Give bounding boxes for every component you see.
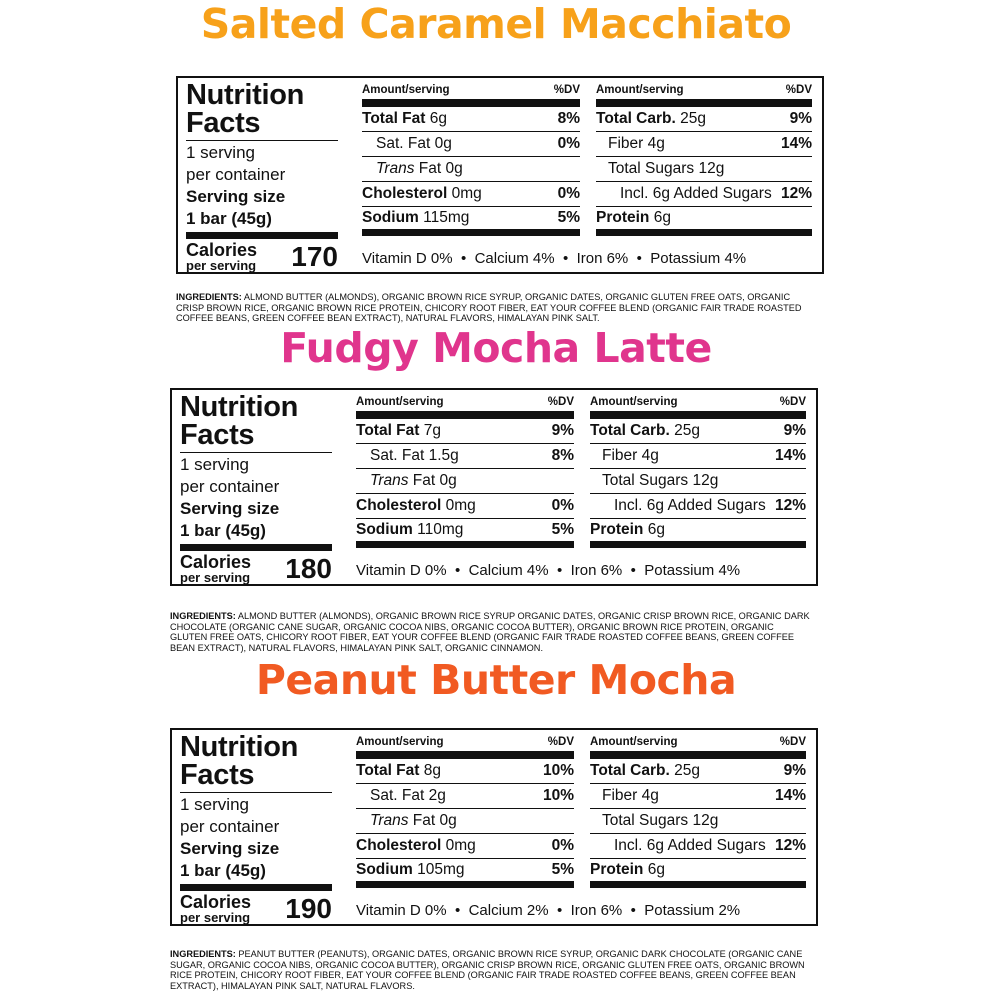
total-fat-row <box>356 419 574 444</box>
fiber-amount: 4g <box>641 447 659 464</box>
iron-label: Iron <box>570 902 597 919</box>
added-sugars-amount: 6g <box>652 185 670 202</box>
servings-line-2: per container <box>186 165 286 184</box>
dv-label: %DV <box>547 736 574 748</box>
serving-info <box>180 393 332 584</box>
incl-label: Incl. <box>614 497 643 514</box>
vitamin-d-dv: 0% <box>430 250 453 267</box>
total-carb-dv: 9% <box>783 762 806 779</box>
iron-dv: 6% <box>600 562 623 579</box>
total-carb-row <box>596 107 812 132</box>
added-sugars-row <box>596 182 812 207</box>
iron-label: Iron <box>570 562 597 579</box>
separator-bullet: • <box>556 902 563 919</box>
potassium-label: Potassium <box>644 902 715 919</box>
ingredients-text <box>176 292 816 324</box>
sodium-amount: 110mg <box>417 521 464 538</box>
servings-line-1: 1 serving <box>186 143 255 162</box>
dv-label: %DV <box>785 84 812 96</box>
ingredients-list: PEANUT BUTTER (PEANUTS), ORGANIC DATES, ORGANIC BROWN RICE SYRUP, ORGANIC DARK CHOCOLATE (ORGANIC CANE SUGAR, ORGANIC COCOA NIBS, ORGANIC COCOA BUTTER), ORGANIC CRISP BROWN RICE, ORGANIC GLUTEN FREE OATS, ORGANIC BROWN RICE PROTEIN, CHICORY ROOT FIBER, EAT YOUR COFFEE BLEND (ORGANIC FAIR TRADE ROASTED COFFEE BEANS, GREEN COFFEE BEAN EXTRACT), HIMALAYAN PINK SALT, NATURAL FLAVORS. <box>170 949 805 991</box>
nutrients-column-right <box>596 82 812 236</box>
dv-label: %DV <box>779 396 806 408</box>
total-fat-amount: 7g <box>423 422 441 439</box>
vitamin-d-dv: 0% <box>424 562 447 579</box>
cholesterol-label: Cholesterol <box>356 837 442 854</box>
calcium-dv: 4% <box>526 562 549 579</box>
vitamins-minerals-line <box>356 560 806 582</box>
cholesterol-amount: 0mg <box>445 497 476 514</box>
amount-serving-label: Amount/serving <box>356 396 444 408</box>
potassium-dv: 4% <box>724 250 747 267</box>
sodium-dv: 5% <box>557 209 580 226</box>
nutrients-column-left <box>356 734 574 888</box>
serving-size-label: Serving size <box>180 499 280 518</box>
product-title: Salted Caramel Macchiato <box>200 0 792 48</box>
vitamin-d-label: Vitamin D <box>356 562 421 579</box>
total-carb-dv: 9% <box>789 110 812 127</box>
calcium-label: Calcium <box>474 250 529 267</box>
added-sugars-label: Added Sugars <box>667 497 766 514</box>
trans-fat-row <box>356 469 574 494</box>
separator-bullet: • <box>460 250 467 267</box>
protein-amount: 6g <box>647 521 665 538</box>
cholesterol-label: Cholesterol <box>356 497 442 514</box>
total-sugars-amount: 12g <box>698 160 725 177</box>
separator-bullet: • <box>454 562 461 579</box>
amount-serving-label: Amount/serving <box>590 736 678 748</box>
total-carb-row <box>590 419 806 444</box>
calcium-label: Calcium <box>468 562 523 579</box>
sodium-dv: 5% <box>551 521 574 538</box>
potassium-dv: 4% <box>718 562 741 579</box>
protein-label: Protein <box>590 521 644 538</box>
servings-line-1: 1 serving <box>180 455 249 474</box>
total-fat-row <box>356 759 574 784</box>
fiber-dv: 14% <box>774 787 806 804</box>
sodium-amount: 105mg <box>417 861 465 878</box>
column-header <box>590 734 806 759</box>
total-sugars-label: Total Sugars <box>608 160 695 177</box>
added-sugars-row <box>590 494 806 519</box>
calcium-dv: 2% <box>526 902 549 919</box>
calories-value: 170 <box>291 241 338 272</box>
dv-label: %DV <box>553 84 580 96</box>
serving-size <box>186 186 338 230</box>
trans-fat-amount: 0g <box>439 812 457 829</box>
servings-line-2: per container <box>180 817 280 836</box>
vitamins-minerals-line <box>362 248 812 270</box>
facts-word: Facts <box>180 419 255 451</box>
trans-label: Trans <box>370 472 409 489</box>
fiber-label: Fiber <box>602 787 638 804</box>
added-sugars-amount: 6g <box>646 497 664 514</box>
serving-info <box>186 81 338 272</box>
nutrition-facts-panel <box>170 388 818 586</box>
separator-bullet: • <box>562 250 569 267</box>
total-sugars-row <box>590 809 806 834</box>
dv-label: %DV <box>779 736 806 748</box>
product-title: Fudgy Mocha Latte <box>280 324 712 372</box>
serving-size <box>180 838 332 882</box>
fiber-dv: 14% <box>780 135 812 152</box>
trans-fat-row <box>362 157 580 182</box>
total-sugars-row <box>596 157 812 182</box>
ingredients-list: ALMOND BUTTER (ALMONDS), ORGANIC BROWN RICE SYRUP, ORGANIC DATES, ORGANIC GLUTEN FREE OATS, ORGANIC CRISP BROWN RICE, ORGANIC BROWN RICE PROTEIN, CHICORY ROOT FIBER, EAT YOUR COFFEE BLEND (ORGANIC FAIR TRADE ROASTED COFFEE BEANS, GREEN COFFEE BEAN EXTRACT), NATURAL FLAVORS, HIMALAYAN PINK SALT. <box>176 292 802 323</box>
calories-row <box>180 884 332 924</box>
nutrition-facts-heading <box>180 733 332 793</box>
total-fat-label: Total Fat <box>356 762 420 779</box>
potassium-label: Potassium <box>644 562 715 579</box>
separator-bullet: • <box>454 902 461 919</box>
serving-size <box>180 498 332 542</box>
serving-size-value: 1 bar (45g) <box>180 861 266 880</box>
amount-serving-label: Amount/serving <box>590 396 678 408</box>
fiber-row <box>590 784 806 809</box>
facts-word: Facts <box>186 107 261 139</box>
nutrition-facts-heading <box>186 81 338 141</box>
sodium-label: Sodium <box>362 209 419 226</box>
protein-amount: 6g <box>647 861 665 878</box>
nutrition-word: Nutrition <box>186 79 305 111</box>
per-serving-label: per serving <box>180 910 251 925</box>
cholesterol-row <box>356 494 574 519</box>
trans-fat-amount: 0g <box>439 472 457 489</box>
added-sugars-amount: 6g <box>646 837 664 854</box>
potassium-dv: 2% <box>718 902 741 919</box>
calories-label <box>180 554 251 584</box>
total-carb-amount: 25g <box>680 110 706 127</box>
servings-line-1: 1 serving <box>180 795 249 814</box>
facts-word: Facts <box>180 759 255 791</box>
trans-fat-amount: 0g <box>445 160 463 177</box>
iron-label: Iron <box>576 250 603 267</box>
total-carb-label: Total Carb. <box>596 110 676 127</box>
incl-label: Incl. <box>614 837 643 854</box>
fiber-row <box>590 444 806 469</box>
ingredients-list: ALMOND BUTTER (ALMONDS), ORGANIC BROWN RICE SYRUP ORGANIC DATES, ORGANIC CRISP BROWN RICE, ORGANIC DARK CHOCOLATE (ORGANIC CANE SUGAR, ORGANIC COCOA NIBS, ORGANIC COCOA BUTTER), ORGANIC BROWN RICE PROTEIN, ORGANIC GLUTEN FREE OATS, CHICORY ROOT FIBER, EAT YOUR COFFEE BLEND (ORGANIC FAIR TRADE ROASTED COFFEE BEANS, GREEN COFFEE BEAN EXTRACT), NATURAL FLAVORS, HIMALAYAN PINK SALT, ORGANIC CINNAMON. <box>170 611 810 653</box>
cholesterol-amount: 0mg <box>451 185 482 202</box>
separator-bullet: • <box>556 562 563 579</box>
sodium-row <box>362 207 580 236</box>
servings-per-container <box>186 142 338 186</box>
total-sugars-amount: 12g <box>692 472 719 489</box>
nutrition-word: Nutrition <box>180 391 299 423</box>
total-fat-label: Total Fat <box>362 110 426 127</box>
protein-row <box>596 207 812 236</box>
total-fat-row <box>362 107 580 132</box>
sat-fat-row <box>356 784 574 809</box>
nutrition-facts-heading <box>180 393 332 453</box>
sat-fat-label: Sat. Fat <box>370 447 425 464</box>
ingredients-text <box>170 611 810 653</box>
total-fat-amount: 8g <box>423 762 441 779</box>
per-serving-label: per serving <box>180 570 251 585</box>
cholesterol-row <box>356 834 574 859</box>
total-carb-label: Total Carb. <box>590 762 670 779</box>
added-sugars-label: Added Sugars <box>673 185 772 202</box>
servings-per-container <box>180 794 332 838</box>
fiber-label: Fiber <box>602 447 638 464</box>
sat-fat-row <box>356 444 574 469</box>
nutrition-facts-panel <box>176 76 824 274</box>
sodium-amount: 115mg <box>423 209 470 226</box>
calories-word: Calories <box>180 892 252 912</box>
sat-fat-amount: 2g <box>428 787 446 804</box>
sodium-label: Sodium <box>356 861 413 878</box>
sat-fat-dv: 0% <box>557 135 580 152</box>
iron-dv: 6% <box>606 250 629 267</box>
fiber-dv: 14% <box>774 447 806 464</box>
amount-serving-label: Amount/serving <box>362 84 450 96</box>
ingredients-text <box>170 949 810 991</box>
column-header <box>356 394 574 419</box>
per-serving-label: per serving <box>186 258 257 273</box>
calories-word: Calories <box>180 552 252 572</box>
calories-value: 180 <box>285 553 332 584</box>
separator-bullet: • <box>630 902 636 919</box>
total-fat-label: Total Fat <box>356 422 420 439</box>
protein-amount: 6g <box>653 209 671 226</box>
trans-fat-row <box>356 809 574 834</box>
nutrients-column-right <box>590 734 806 888</box>
protein-label: Protein <box>590 861 644 878</box>
added-sugars-dv: 12% <box>780 185 812 202</box>
vitamins-minerals-line <box>356 900 806 922</box>
cholesterol-amount: 0mg <box>445 837 476 854</box>
sat-fat-dv: 8% <box>551 447 574 464</box>
calories-label <box>180 894 251 924</box>
total-sugars-row <box>590 469 806 494</box>
total-sugars-amount: 12g <box>692 812 719 829</box>
column-header <box>362 82 580 107</box>
cholesterol-dv: 0% <box>557 185 580 202</box>
calcium-label: Calcium <box>468 902 523 919</box>
fiber-amount: 4g <box>641 787 659 804</box>
cholesterol-label: Cholesterol <box>362 185 448 202</box>
sodium-row <box>356 859 574 888</box>
product-title: Peanut Butter Mocha <box>255 656 737 704</box>
incl-label: Incl. <box>620 185 649 202</box>
added-sugars-dv: 12% <box>774 497 806 514</box>
nutrients-column-right <box>590 394 806 548</box>
nutrients-column-left <box>356 394 574 548</box>
total-sugars-label: Total Sugars <box>602 812 689 829</box>
nutrition-word: Nutrition <box>180 731 299 763</box>
cholesterol-row <box>362 182 580 207</box>
total-fat-dv: 8% <box>557 110 580 127</box>
sat-fat-dv: 10% <box>542 787 574 804</box>
protein-row <box>590 859 806 888</box>
vitamin-d-label: Vitamin D <box>362 250 427 267</box>
added-sugars-label: Added Sugars <box>667 837 766 854</box>
sodium-row <box>356 519 574 548</box>
column-header <box>596 82 812 107</box>
column-header <box>590 394 806 419</box>
calories-row <box>180 544 332 584</box>
ingredients-label: INGREDIENTS: <box>170 611 236 621</box>
serving-size-label: Serving size <box>180 839 280 858</box>
sat-fat-label: Sat. Fat <box>376 135 431 152</box>
trans-label: Trans <box>376 160 415 177</box>
vitamin-d-label: Vitamin D <box>356 902 421 919</box>
fat-label: Fat <box>418 160 442 177</box>
total-carb-amount: 25g <box>674 422 700 439</box>
column-header <box>356 734 574 759</box>
trans-label: Trans <box>370 812 409 829</box>
sat-fat-amount: 1.5g <box>428 447 459 464</box>
amount-serving-label: Amount/serving <box>356 736 444 748</box>
amount-serving-label: Amount/serving <box>596 84 684 96</box>
sat-fat-label: Sat. Fat <box>370 787 425 804</box>
fiber-amount: 4g <box>647 135 665 152</box>
separator-bullet: • <box>630 562 636 579</box>
servings-per-container <box>180 454 332 498</box>
serving-info <box>180 733 332 924</box>
iron-dv: 6% <box>600 902 623 919</box>
sat-fat-row <box>362 132 580 157</box>
cholesterol-dv: 0% <box>551 837 574 854</box>
total-carb-row <box>590 759 806 784</box>
total-fat-dv: 9% <box>551 422 574 439</box>
serving-size-label: Serving size <box>186 187 286 206</box>
sat-fat-amount: 0g <box>434 135 452 152</box>
ingredients-label: INGREDIENTS: <box>176 292 242 302</box>
potassium-label: Potassium <box>650 250 721 267</box>
protein-label: Protein <box>596 209 650 226</box>
separator-bullet: • <box>636 250 642 267</box>
sodium-dv: 5% <box>551 861 574 878</box>
fiber-row <box>596 132 812 157</box>
nutrition-facts-panel <box>170 728 818 926</box>
fat-label: Fat <box>412 472 436 489</box>
fat-label: Fat <box>412 812 436 829</box>
nutrients-column-left <box>362 82 580 236</box>
serving-size-value: 1 bar (45g) <box>186 209 272 228</box>
fiber-label: Fiber <box>608 135 644 152</box>
calories-value: 190 <box>285 893 332 924</box>
added-sugars-row <box>590 834 806 859</box>
calcium-dv: 4% <box>532 250 555 267</box>
total-carb-dv: 9% <box>783 422 806 439</box>
sodium-label: Sodium <box>356 521 413 538</box>
servings-line-2: per container <box>180 477 280 496</box>
calories-row <box>186 232 338 272</box>
ingredients-label: INGREDIENTS: <box>170 949 236 959</box>
vitamin-d-dv: 0% <box>424 902 447 919</box>
dv-label: %DV <box>547 396 574 408</box>
calories-word: Calories <box>186 240 258 260</box>
total-sugars-label: Total Sugars <box>602 472 689 489</box>
total-carb-amount: 25g <box>674 762 700 779</box>
total-carb-label: Total Carb. <box>590 422 670 439</box>
serving-size-value: 1 bar (45g) <box>180 521 266 540</box>
protein-row <box>590 519 806 548</box>
total-fat-dv: 10% <box>542 762 574 779</box>
cholesterol-dv: 0% <box>551 497 574 514</box>
total-fat-amount: 6g <box>429 110 447 127</box>
added-sugars-dv: 12% <box>774 837 806 854</box>
calories-label <box>186 242 257 272</box>
